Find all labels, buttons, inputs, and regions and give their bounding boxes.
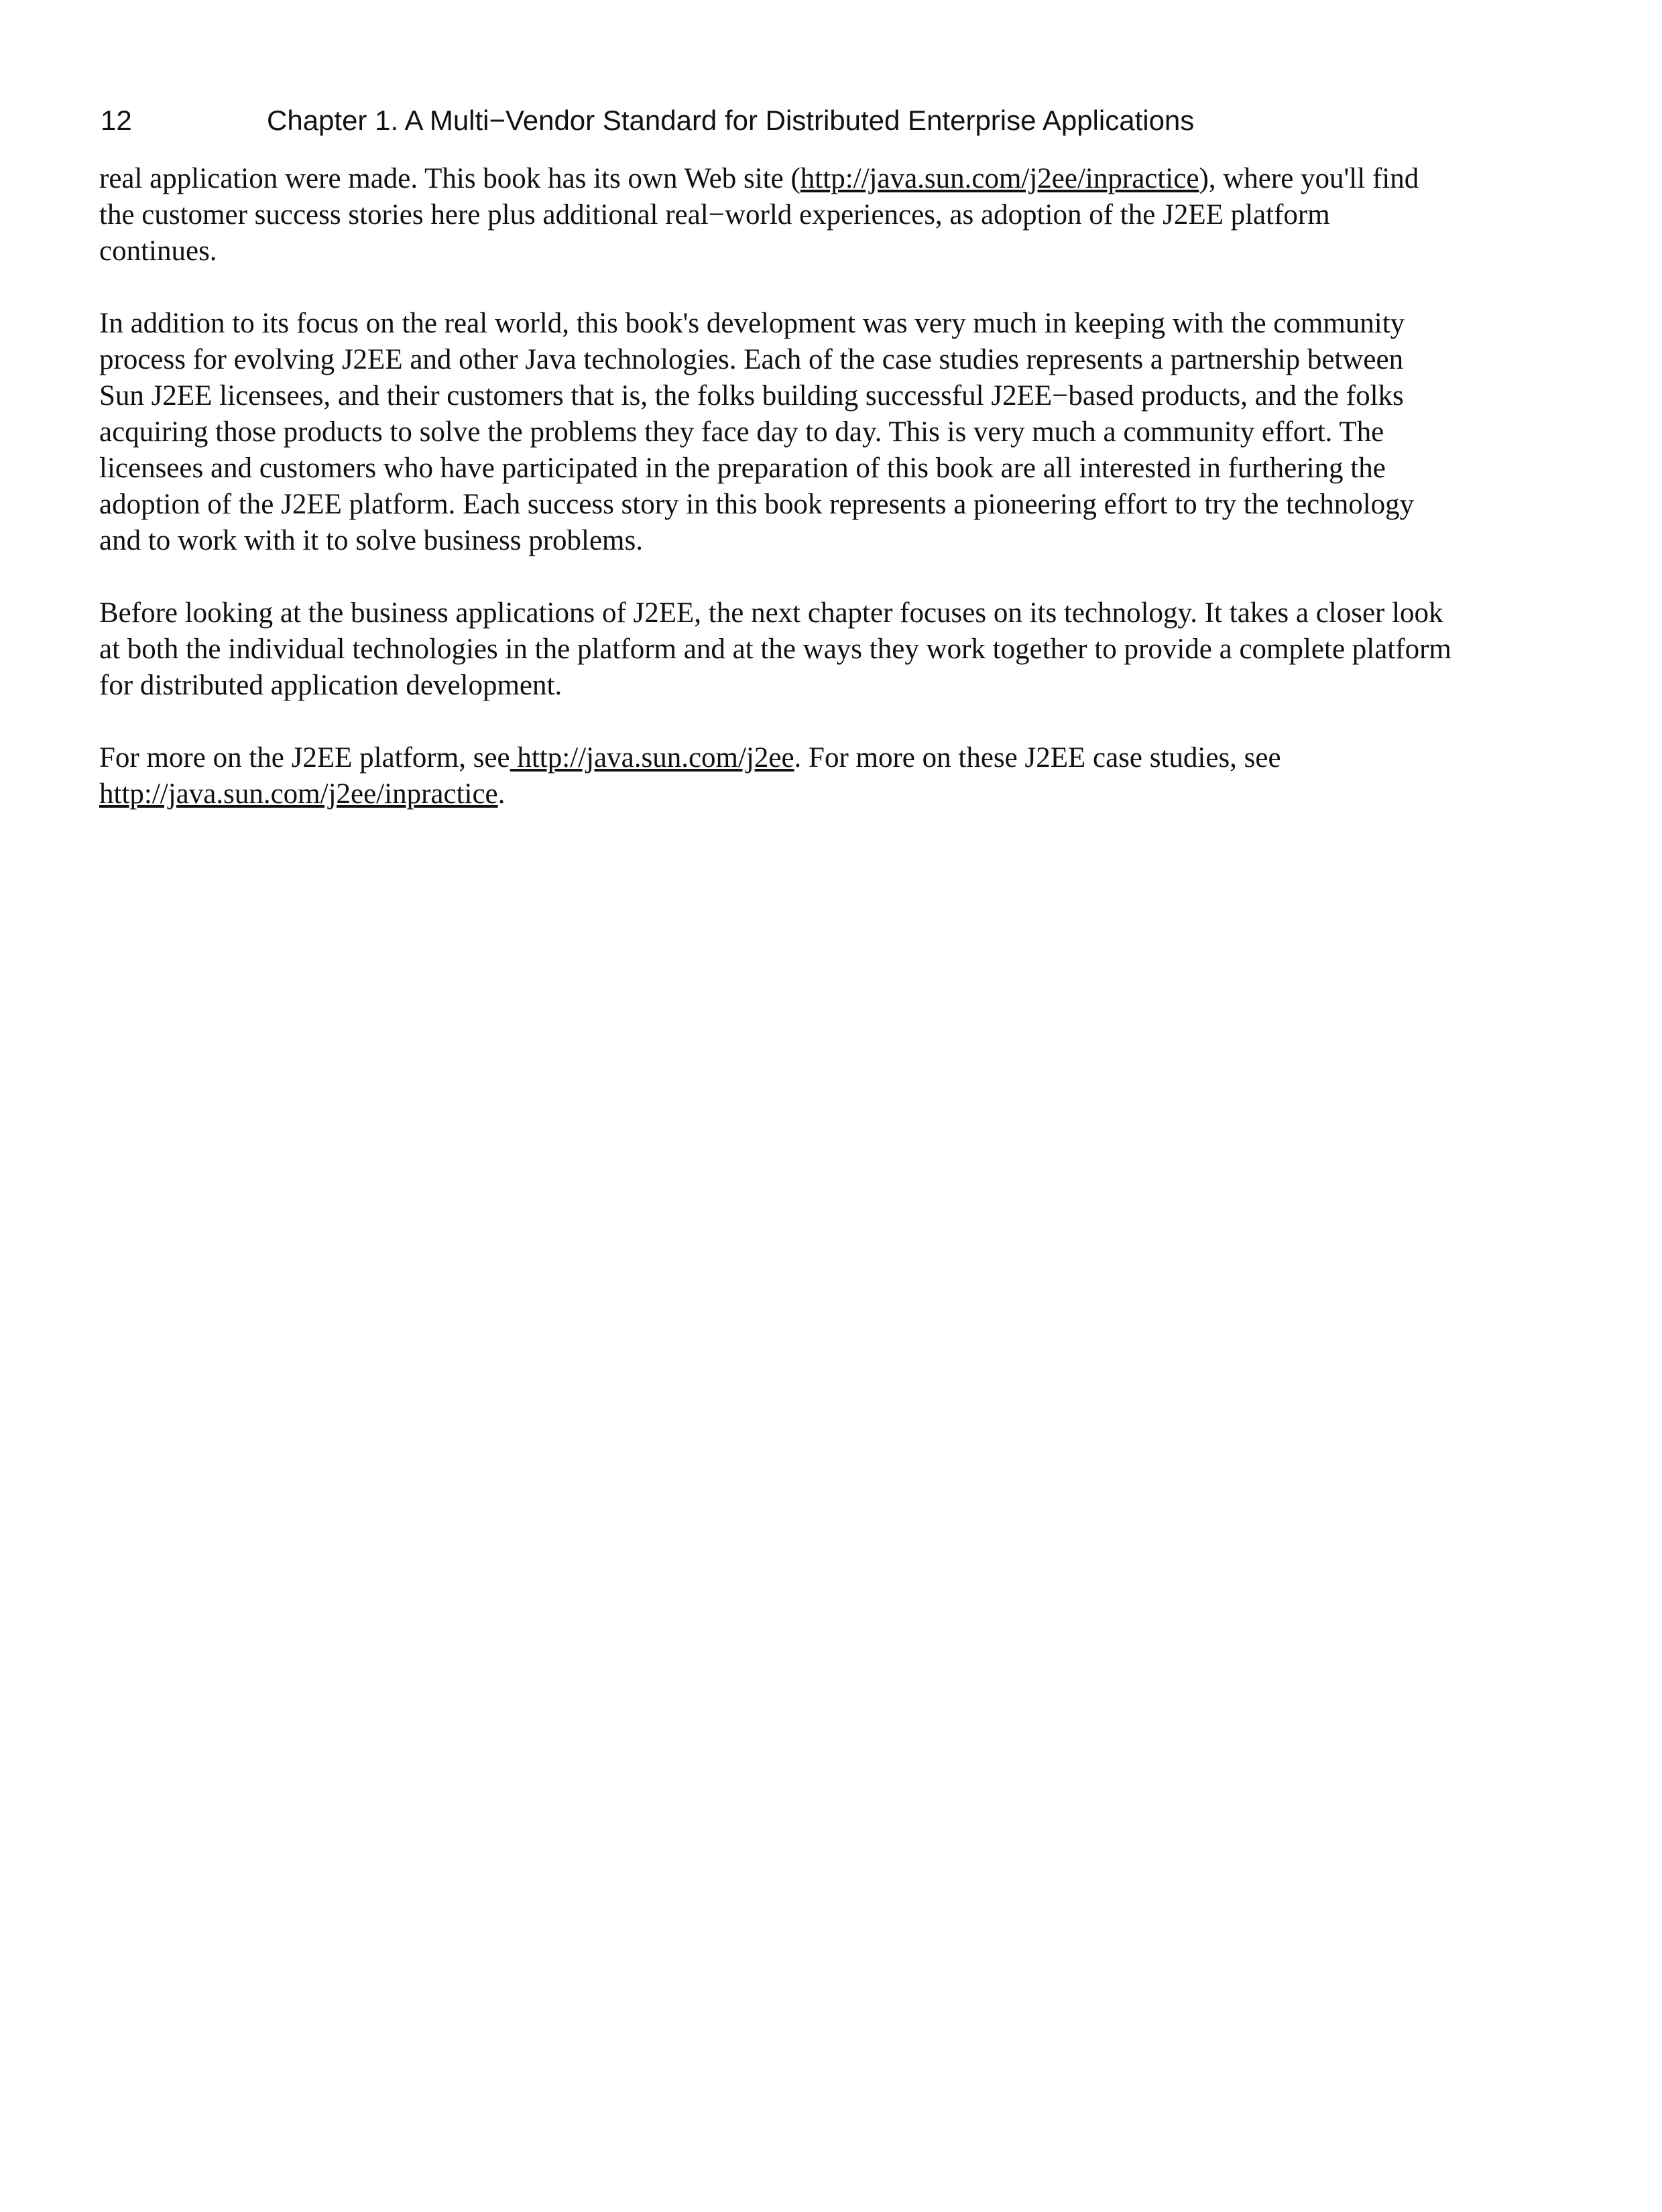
paragraph-text: . For more on these J2EE case studies, see (794, 742, 1281, 774)
j2ee-link[interactable]: http://java.sun.com/j2ee (510, 742, 794, 774)
page-number: 12 (101, 105, 132, 136)
paragraph-text: ), where you'll find the customer success stories here plus additional real−world experiences, as adoption of the J2EE platform continues. (99, 163, 1419, 267)
inpractice-link[interactable]: http://java.sun.com/j2ee/inpractice (800, 163, 1199, 194)
paragraph-next-chapter: Before looking at the business applications of J2EE, the next chapter focuses on its technology. It takes a closer look at both the individual technologies in the platform and at the ways they work together to provide a complete platform for distributed application development. (99, 597, 1451, 701)
paragraph-text: . (497, 778, 506, 810)
paragraph-text: For more on the J2EE platform, see (99, 742, 510, 774)
page-header (101, 101, 1441, 141)
paragraph-community: In addition to its focus on the real world, this book's development was very much in keeping with the community process for evolving J2EE and other Java technologies. Each of the case studies represents a partnership between Sun J2EE licensees, and their customers that is, the folks building successful J2EE−based products, and the folks acquiring those products to solve the problems they face day to day. This is very much a community effort. The licensees and customers who have participated in the preparation of this book are all interested in furthering the adoption of the J2EE platform. Each success story in this book represents a pioneering effort to try the technology and to work with it to solve business problems. (99, 308, 1415, 556)
paragraph-web-site (99, 161, 1453, 269)
paragraph-more-info (99, 740, 1453, 812)
paragraph-text: real application were made. This book has its own Web site ( (99, 163, 800, 194)
inpractice-link[interactable]: http://java.sun.com/j2ee/inpractice (99, 778, 498, 810)
chapter-title: Chapter 1. A Multi−Vendor Standard for Distributed Enterprise Applications (267, 105, 1195, 136)
page-body (99, 161, 1453, 849)
